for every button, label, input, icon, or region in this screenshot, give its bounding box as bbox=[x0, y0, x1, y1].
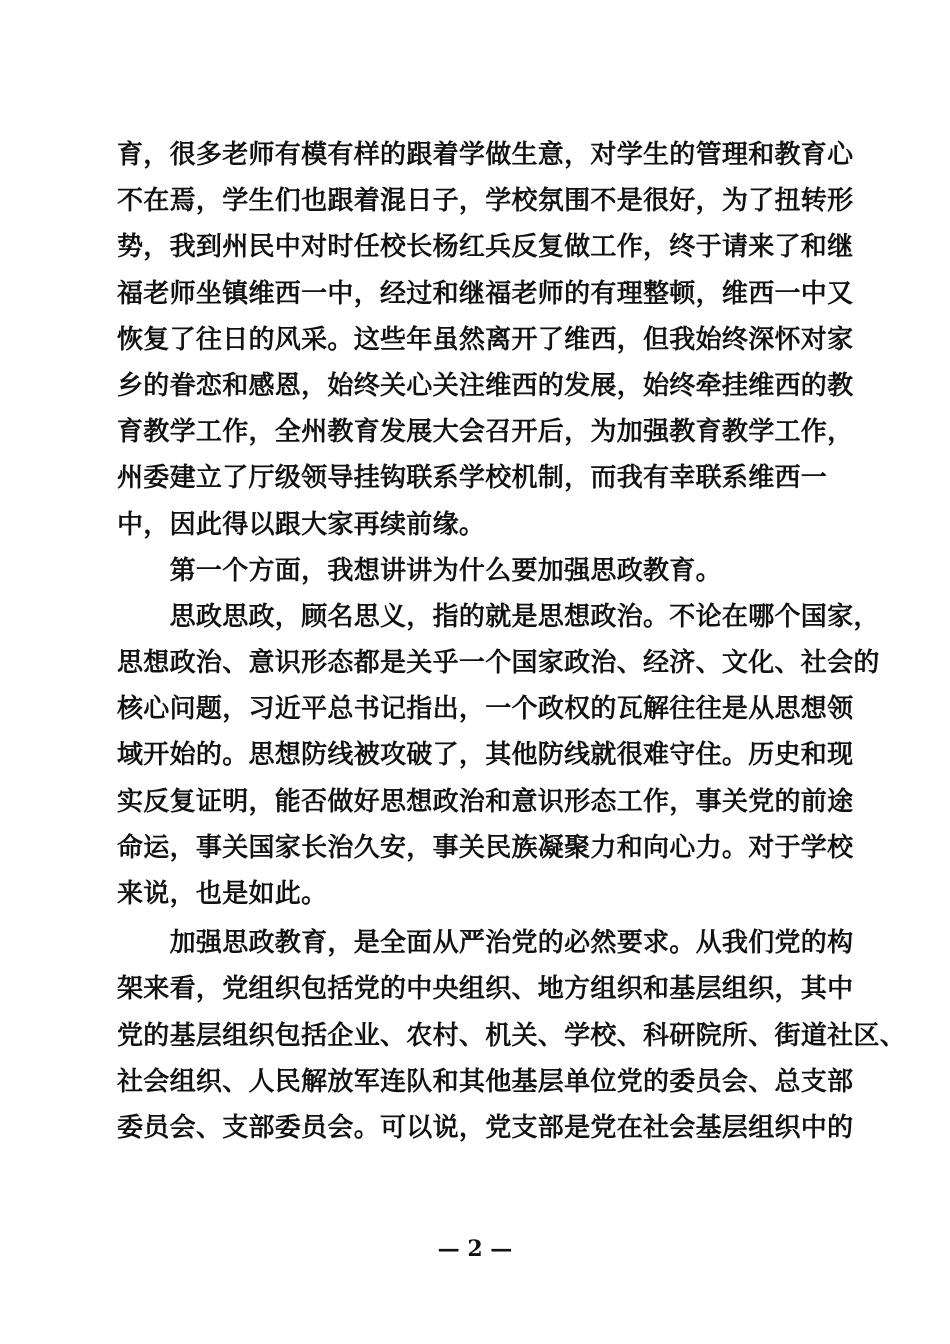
paragraph-start: 加强思政教育，是全面从严治党的必然要求。从我们党的构 bbox=[117, 928, 854, 959]
text-line: 育教学工作，全州教育发展大会召开后，为加强教育教学工作， bbox=[117, 417, 854, 448]
text-line: 育，很多老师有模有样的跟着学做生意，对学生的管理和教育心 bbox=[117, 140, 854, 170]
text-line: 势，我到州民中对时任校长杨红兵反复做工作，终于请来了和继 bbox=[117, 232, 854, 263]
section-heading: 第一个方面，我想讲讲为什么要加强思政教育。 bbox=[117, 555, 722, 586]
text-line: 实反复证明，能否做好思想政治和意识形态工作，事关党的前途 bbox=[117, 786, 854, 817]
document-body bbox=[117, 132, 907, 1151]
text-line: 福老师坐镇维西一中，经过和继福老师的有理整顿，维西一中又 bbox=[117, 278, 854, 309]
text-line: 命运，事关国家长治久安，事关民族凝聚力和向心力。对于学校 bbox=[117, 832, 854, 863]
text-line: 州委建立了厅级领导挂钩联系学校机制，而我有幸联系维西一 bbox=[117, 463, 828, 494]
text-line: 核心问题，习近平总书记指出，一个政权的瓦解往往是从思想领 bbox=[117, 694, 854, 725]
page-number: — 2 — bbox=[437, 1236, 513, 1262]
text-line: 恢复了往日的风采。这些年虽然离开了维西，但我始终深怀对家 bbox=[117, 324, 854, 355]
text-line: 不在焉，学生们也跟着混日子，学校氛围不是很好，为了扭转形 bbox=[117, 186, 854, 217]
paragraph-start: 思政思政，顾名思义，指的就是思想政治。不论在哪个国家， bbox=[117, 601, 880, 632]
text-line: 党的基层组织包括企业、农村、机关、学校、科研院所、街道社区、 bbox=[117, 1020, 907, 1051]
text-line: 社会组织、人民解放军连队和其他基层单位党的委员会、总支部 bbox=[117, 1066, 854, 1097]
text-line: 思想政治、意识形态都是关乎一个国家政治、经济、文化、社会的 bbox=[117, 648, 880, 679]
text-line: 委员会、支部委员会。可以说，党支部是党在社会基层组织中的 bbox=[117, 1112, 854, 1143]
text-line: 架来看，党组织包括党的中央组织、地方组织和基层组织，其中 bbox=[117, 974, 854, 1005]
text-line: 域开始的。思想防线被攻破了，其他防线就很难守住。历史和现 bbox=[117, 740, 854, 771]
text-line: 乡的眷恋和感恩，始终关心关注维西的发展，始终牵挂维西的教 bbox=[117, 370, 854, 401]
text-line: 中，因此得以跟大家再续前缘。 bbox=[117, 509, 486, 540]
text-line: 来说，也是如此。 bbox=[117, 879, 328, 909]
